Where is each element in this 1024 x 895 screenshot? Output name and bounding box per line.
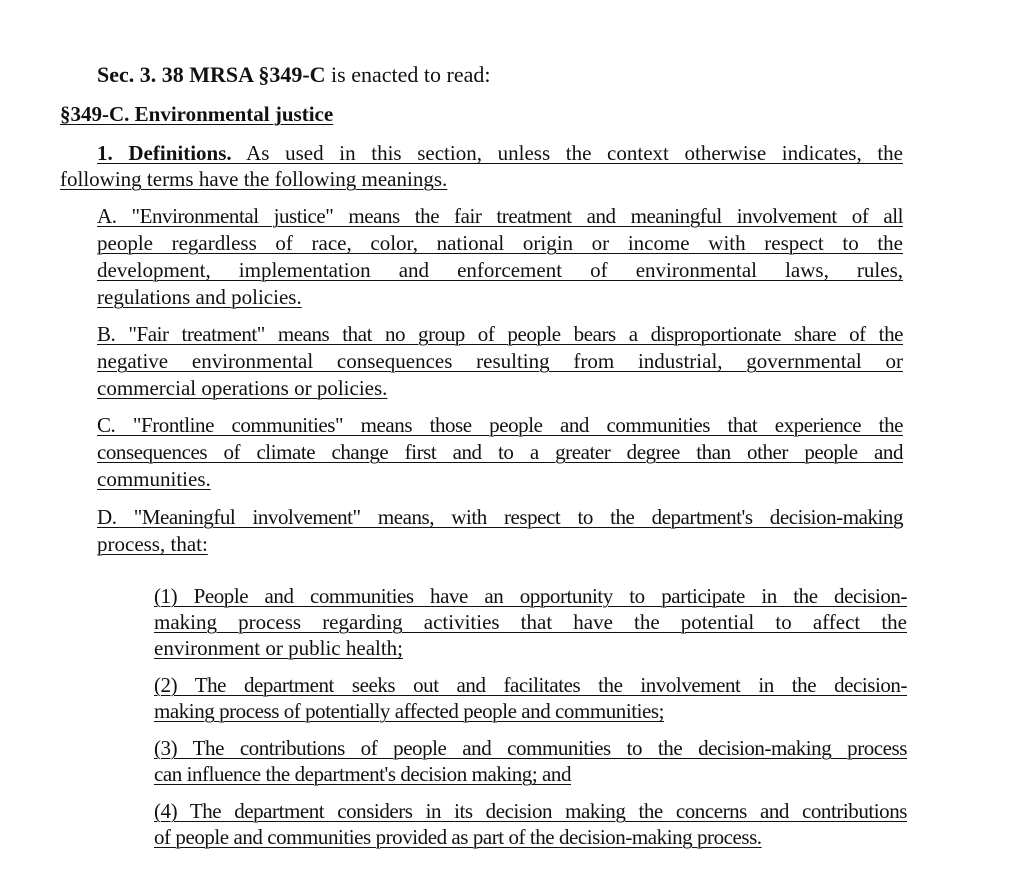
definitions-line-1: 1. Definitions. As used in this section, unless the context otherwise indicates, the (97, 141, 903, 165)
definitions-line-2: following terms have the following meanings. (60, 167, 448, 191)
section-enactment-line (97, 62, 490, 88)
section-title: §349-C. Environmental justice (60, 102, 334, 126)
definitions-label: 1. Definitions. (97, 141, 232, 165)
section-citation: Sec. 3. 38 MRSA §349-C (97, 62, 326, 87)
enactment-text: is enacted to read: (325, 62, 491, 87)
